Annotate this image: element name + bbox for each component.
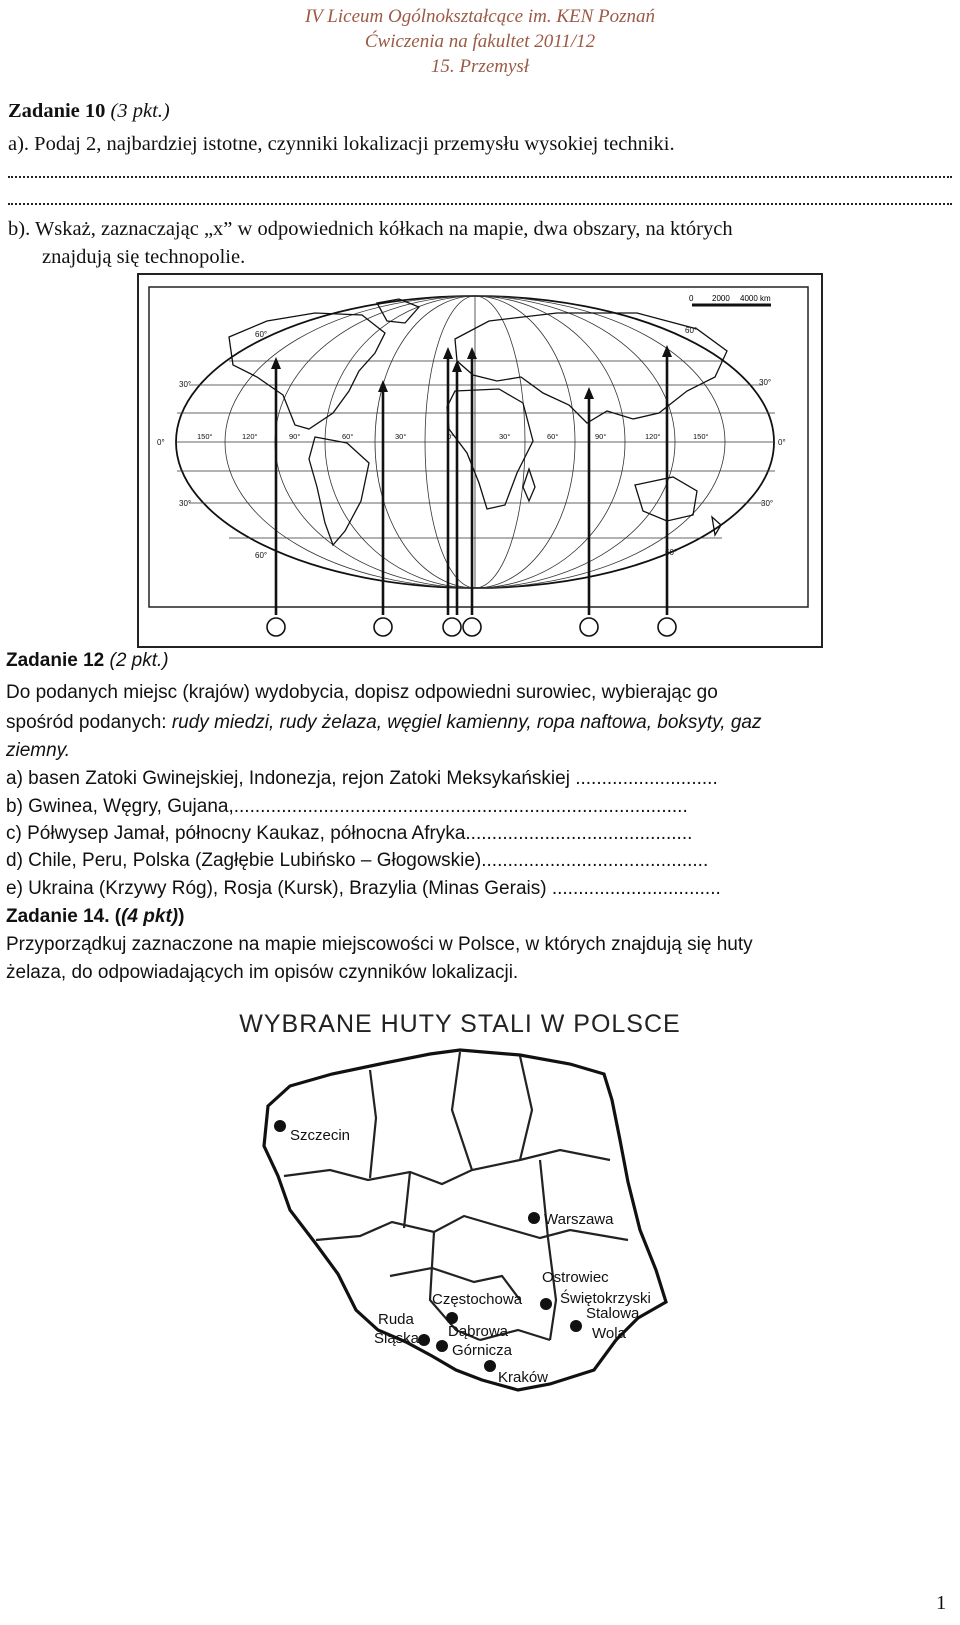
task10-heading	[8, 100, 170, 123]
task14-text: Przyporządkuj zaznaczone na mapie miejscowości w Polsce, w których znajdują się huty	[6, 934, 753, 955]
city-szczecin	[274, 1120, 350, 1144]
svg-text:Górnicza: Górnicza	[452, 1342, 513, 1359]
task12-points: (2 pkt.)	[109, 650, 169, 671]
document-header	[0, 4, 960, 79]
answer-circle[interactable]	[374, 618, 392, 636]
svg-text:Ruda: Ruda	[378, 1311, 414, 1328]
svg-text:Śląska: Śląska	[374, 1330, 420, 1347]
city-stalowa-wola	[570, 1305, 640, 1342]
svg-text:4000 km: 4000 km	[740, 294, 771, 303]
svg-text:Kraków: Kraków	[498, 1369, 549, 1386]
map-scale-bar	[689, 294, 771, 305]
svg-text:0°: 0°	[157, 438, 165, 447]
svg-text:Świętokrzyski: Świętokrzyski	[560, 1290, 651, 1307]
svg-text:0: 0	[689, 294, 694, 303]
task10-title: Zadanie 10	[8, 100, 106, 122]
header-course: Ćwiczenia na fakultet 2011/12	[364, 31, 596, 52]
svg-text:90°: 90°	[595, 432, 607, 441]
task10-question-b-cont: znajdują się technopolie.	[42, 246, 246, 268]
svg-text:60°: 60°	[255, 330, 268, 339]
svg-text:Dąbrowa: Dąbrowa	[448, 1323, 509, 1340]
madagascar-outline	[523, 469, 535, 501]
task12-heading	[6, 650, 169, 672]
task14-title: Zadanie 14.	[6, 906, 110, 927]
task12-item-c: c) Półwysep Jamał, północny Kaukaz, północna Afryka...........................................	[6, 823, 693, 844]
answer-circle[interactable]	[463, 618, 481, 636]
task10-points: (3 pkt.)	[110, 100, 170, 122]
city-warszawa	[528, 1211, 614, 1228]
svg-text:Stalowa: Stalowa	[586, 1305, 640, 1322]
task12-intro: Do podanych miejsc (krajów) wydobycia, dopisz odpowiedni surowiec, wybierając go	[6, 682, 718, 703]
svg-text:Częstochowa: Częstochowa	[432, 1291, 523, 1308]
answer-circle[interactable]	[267, 618, 285, 636]
task12-title: Zadanie 12	[6, 650, 105, 671]
new-zealand-outline	[712, 517, 721, 535]
world-map	[137, 273, 823, 648]
svg-text:120°: 120°	[645, 432, 661, 441]
answer-line	[8, 176, 952, 178]
svg-text:60°: 60°	[255, 551, 268, 560]
task12-item-e: e) Ukraina (Krzywy Róg), Rosja (Kursk), Brazylia (Minas Gerais) ................................	[6, 878, 721, 899]
svg-text:30°: 30°	[395, 432, 407, 441]
svg-text:60°: 60°	[342, 432, 354, 441]
page-number: 1	[936, 1592, 947, 1614]
svg-text:30°: 30°	[499, 432, 511, 441]
africa-outline	[447, 389, 533, 509]
svg-text:0°: 0°	[778, 438, 786, 447]
answer-circle[interactable]	[658, 618, 676, 636]
task12-item-a: a) basen Zatoki Gwinejskiej, Indonezja, rejon Zatoki Meksykańskiej ...........................	[6, 768, 718, 789]
task12-item-b: b) Gwinea, Węgry, Gujana,......................................................................................	[6, 796, 688, 817]
svg-text:90°: 90°	[289, 432, 301, 441]
svg-text:60°: 60°	[685, 326, 698, 335]
south-america-outline	[309, 437, 369, 545]
svg-text:60°: 60°	[665, 548, 678, 557]
header-school: IV Liceum Ogólnokształcące im. KEN Poznań	[304, 6, 656, 27]
task14-points: ((4 pkt))	[114, 906, 185, 927]
task12-item-d: d) Chile, Peru, Polska (Zagłębie Lubińsko – Głogowskie)...........................................	[6, 850, 709, 871]
task12-intro-end: ziemny.	[6, 740, 71, 761]
svg-text:Warszawa: Warszawa	[544, 1211, 614, 1228]
task14-heading	[6, 906, 184, 928]
city-dabrowa-gornicza	[436, 1323, 513, 1359]
svg-text:120°: 120°	[242, 432, 258, 441]
svg-text:30°: 30°	[761, 499, 774, 508]
svg-text:150°: 150°	[197, 432, 213, 441]
task10-question-b: b). Wskaż, zaznaczając „x” w odpowiednich kółkach na mapie, dwa obszary, na których	[8, 218, 733, 240]
svg-text:30°: 30°	[179, 380, 192, 389]
svg-text:150°: 150°	[693, 432, 709, 441]
answer-line	[8, 203, 952, 205]
task10-question-a: a). Podaj 2, najbardziej istotne, czynniki lokalizacji przemysłu wysokiej techniki.	[8, 133, 675, 155]
task12-intro-cont: spośród podanych: rudy miedzi, rudy żelaza, węgiel kamienny, ropa naftowa, boksyty, gaz	[6, 712, 762, 733]
task14-text-cont: żelaza, do odpowiadających im opisów czynników lokalizacji.	[6, 962, 519, 983]
svg-text:Wola: Wola	[592, 1325, 626, 1342]
svg-text:0°: 0°	[447, 432, 455, 441]
answer-circle[interactable]	[580, 618, 598, 636]
poland-steelworks-map	[220, 1000, 740, 1420]
svg-text:2000: 2000	[712, 294, 730, 303]
svg-text:30°: 30°	[759, 378, 772, 387]
answer-circle[interactable]	[443, 618, 461, 636]
svg-text:60°: 60°	[547, 432, 559, 441]
svg-text:30°: 30°	[179, 499, 192, 508]
north-america-outline	[229, 313, 385, 429]
svg-text:Ostrowiec: Ostrowiec	[542, 1269, 609, 1286]
map-title: WYBRANE HUTY STALI W POLSCE	[239, 1010, 681, 1038]
city-ruda-slaska	[374, 1311, 430, 1347]
svg-text:Szczecin: Szczecin	[290, 1127, 351, 1144]
city-ostrowiec-swietokrzyski	[540, 1269, 651, 1310]
header-topic: 15. Przemysł	[430, 56, 530, 77]
